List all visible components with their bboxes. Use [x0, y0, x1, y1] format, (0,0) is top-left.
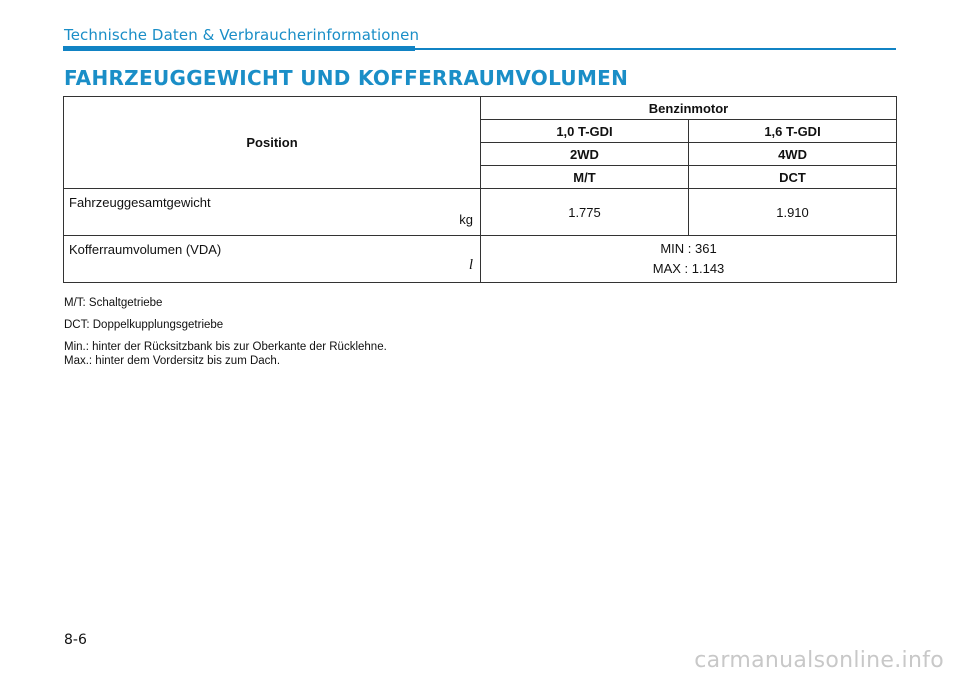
page-title: FAHRZEUGGEWICHT UND KOFFERRAUMVOLUMEN — [64, 66, 629, 90]
weight-value-2: 1.910 — [689, 189, 897, 236]
volume-label-cell — [64, 236, 481, 283]
weight-unit: kg — [459, 212, 473, 227]
header-rule-thin — [415, 48, 896, 50]
note-dct: DCT: Doppelkupplungsgetriebe — [64, 319, 224, 331]
weight-value-1: 1.775 — [481, 189, 689, 236]
note-mt: M/T: Schaltgetriebe — [64, 297, 163, 309]
weight-label: Fahrzeuggesamtgewicht — [69, 195, 211, 210]
volume-label: Kofferraumvolumen (VDA) — [69, 242, 222, 257]
volume-min: MIN : 361 — [660, 241, 717, 256]
section-header: Technische Daten & Verbraucherinformationen — [64, 26, 420, 44]
volume-values — [481, 236, 897, 283]
table-row — [64, 189, 897, 236]
header-rule-thick — [63, 46, 415, 51]
transmission-header-2: DCT — [689, 166, 897, 189]
footnotes — [64, 296, 387, 368]
engine-header-1: 1,0 T-GDI — [481, 120, 689, 143]
volume-max: MAX : 1.143 — [652, 261, 725, 276]
table-row — [64, 236, 897, 283]
watermark: carmanualsonline.info — [694, 648, 944, 673]
drive-header-1: 2WD — [481, 143, 689, 166]
position-header: Position — [64, 97, 481, 189]
note-min: Min.: hinter der Rücksitzbank bis zur Oberkante der Rücklehne. — [64, 341, 387, 353]
note-max: Max.: hinter dem Vordersitz bis zum Dach. — [64, 355, 281, 367]
transmission-header-1: M/T — [481, 166, 689, 189]
engine-header-2: 1,6 T-GDI — [689, 120, 897, 143]
drive-header-2: 4WD — [689, 143, 897, 166]
weight-label-cell — [64, 189, 481, 236]
engine-group-header: Benzinmotor — [481, 97, 897, 120]
spec-table — [63, 96, 897, 283]
page-number: 8-6 — [64, 632, 87, 648]
volume-unit: l — [468, 257, 473, 273]
